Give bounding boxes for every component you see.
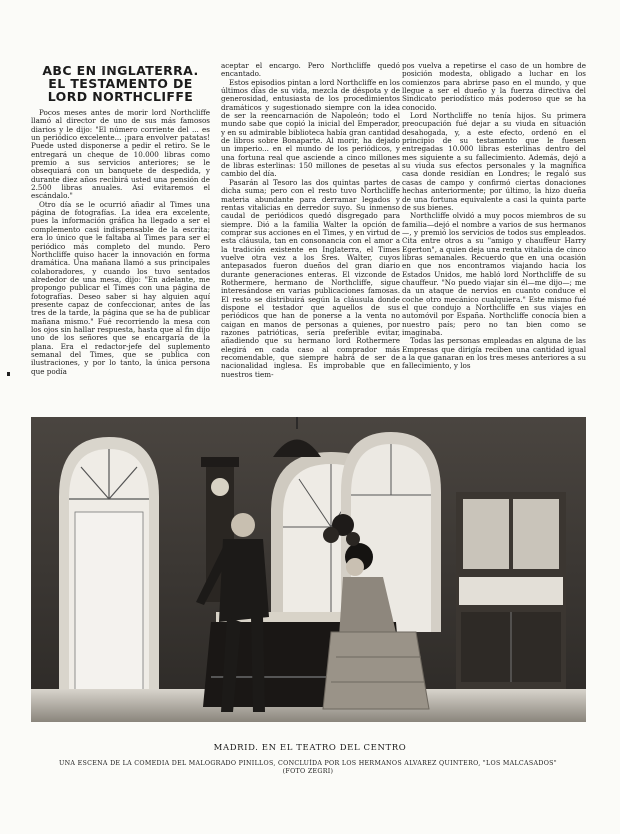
headline-line-1: ABC EN INGLATERRA. (42, 63, 199, 78)
paragraph: Pasarán al Tesoro las dos quintas partes de dicha suma; pero con el resto tuvo Northcliffe materia abundante para derramar legados y rentas vitalicias en derredor suyo. Su inmenso caudal de periódicos quedó disgregado para siempre. Dió a la familia Walter la opción de comprar sus acciones en el Times, y en virtud de esta cláusula, tan en consonancia con el amor a la tradición existente en Inglaterra, el Times vuelve otra vez a los Sres. Walter, cuyos antepasados fueron dueños del gran diario durante generaciones enteras. El vizconde de Rothermere, hermano de Northcliffe, sigue interesándose en varias publicaciones famosas. El resto se distribuirá según la cláusula donde dispone el testador que aquellos de sus periódicos que han de ponerse a la venta no caigan en manos de personas a quienes, por razones patrióticas, sería preferible evitar, añadiendo que su hermano lord Rothermere elegirá en cada caso al comprador más recomendable, que siempre habrá de ser de nacionalidad inglesa. Es improbable que en nuestros tiem- (221, 177, 400, 379)
photo-caption (58, 760, 558, 776)
caption-credit: (FOTO ZEGRI) (282, 768, 334, 775)
paragraph: pos vuelva a repetirse el caso de un hombre de posición modesta, obligado a luchar en los comienzos para abrirse paso en el mundo, y que llegue a ser el dueño y la fuerza directiva del Sindicato periodístico más poderoso que se ha conocido. (402, 61, 586, 112)
photo-caption-title: MADRID. EN EL TEATRO DEL CENTRO (213, 743, 407, 753)
headline-line-2: EL TESTAMENTO DE (48, 76, 193, 91)
left-arched-doorway (59, 437, 159, 707)
headline-line-3: LORD NORTHCLIFFE (47, 89, 194, 104)
paragraph: aceptar el encargo. Pero Northcliffe quedó encantado. (221, 61, 400, 79)
article-column-2 (221, 62, 400, 379)
theatre-scene-photo (31, 417, 586, 722)
paragraph: Estos episodios pintan a lord Northcliffe en los últimos días de su vida, mezcla de déspota y de generosidad, entusiasta de los procedimientos dramáticos y sugestionado siempre con la idea de ser la reencarnación de Napoleón; todo el mundo sabe que copió la inicial del Emperador, y en su admirable biblioteca había gran cantidad de libros sobre Bonaparte. Al morir, ha dejado un imperio... en el mundo de los periódicos, y una fortuna real que asciende a cinco millones de libras esterlinas: 150 millones de pesetas al cambio del día. (221, 77, 400, 179)
margin-mark (7, 372, 10, 376)
article-column-1 (31, 62, 210, 376)
paragraph: Northcliffe olvidó a muy pocos miembros de su familia—dejó el nombre a varios de sus hermanos—, y premió los servicios de todos sus empleados. Cita entre otros a su "amigo y chauffeur Harry Egerton", a quien deja una renta vitalicia de cinco libras semanales. Recuerdo que en una ocasión en que nos encontramos viajando hacia los Estados Unidos, me habló lord Northcliffe de su chauffeur. "No puedo viajar sin él—me dijo—; me da un ataque de nervios en cuanto conduce el coche otro mecánico cualquiera." Este mismo fué el que condujo a Northcliffe en sus viajes en automóvil por España. Northcliffe conocía bien a nuestro país; pero no tan bien como se imaginaba. (402, 211, 586, 337)
paragraph: Lord Northcliffe no tenía hijos. Su primera preocupación fué dejar a su viuda en situación desahogada, y, a este efecto, ordenó en el principio de su testamento que le fuesen entregadas 10.000 libras esterlinas dentro del mes siguiente a su fallecimiento. Además, dejó a su viuda sus efectos personales y la magnífica casa donde residían en Londres; le regaló sus casas de campo y confirmó ciertas donaciones hechas anteriormente; por último, la hizo dueña de una fortuna equivalente a casi la quinta parte de sus bienes. (402, 111, 586, 212)
paragraph: Todas las personas empleadas en alguna de las Empresas que dirigía reciben una cantidad igual a la que ganaran en los tres meses anteriores a su fallecimiento, y los (402, 336, 586, 371)
paragraph: Otro día se le ocurrió añadir al Times una página de fotografías. La idea era excelente, pues la información gráfica ha llegado a ser el complemento casi indispensable de la escrita; era lo único que le faltaba al Times para ser el periódico más completo del mundo. Pero Northcliffe quiso hacer la innovación en forma dramática. Una mañana llamó a sus principales colaboradores, y cuando los tuvo sentados alrededor de una mesa, dijo: "En adelante, me propongo publicar el Times con una página de fotografías. Deseo saber si hay alguien aquí presente capaz de confeccionar, antes de las tres de la tarde, la página que se ha de publicar mañana mismo." Fué recorriendo la mesa con los ojos sin hallar respuesta, hasta que al fin dijo uno de los señores que se encargaría de la plana. Era el redactor-jefe del suplemento semanal del Times, que se publica con ilustraciones, y por lo tanto, la única persona que podía (31, 199, 210, 376)
paragraph: Pocos meses antes de morir lord Northcliffe llamó al director de uno de sus más famosos diarios y le dijo: "El número corriente del ... es un periódico excelente... ¡para envolver patatas! Puede usted disponerse a pedir el retiro. Se le entregará un cheque de 10.000 libras como premio a sus servicios anteriores; se le obsequiará con un banquete de despedida, y durante diez años recibirá usted una pensión de 2.500 libras anuales. Así evitaremos el escándalo." (31, 108, 210, 201)
photo-illustration (31, 417, 586, 722)
dresser-cabinet (456, 492, 566, 692)
article-headline (31, 64, 210, 103)
caption-line: UNA ESCENA DE LA COMEDIA DEL MALOGRADO PINILLOS, CONCLUÍDA POR LOS HERMANOS ALVAREZ QUINTERO, "LOS MALCASADOS" (59, 760, 557, 767)
article-column-3 (402, 62, 586, 371)
